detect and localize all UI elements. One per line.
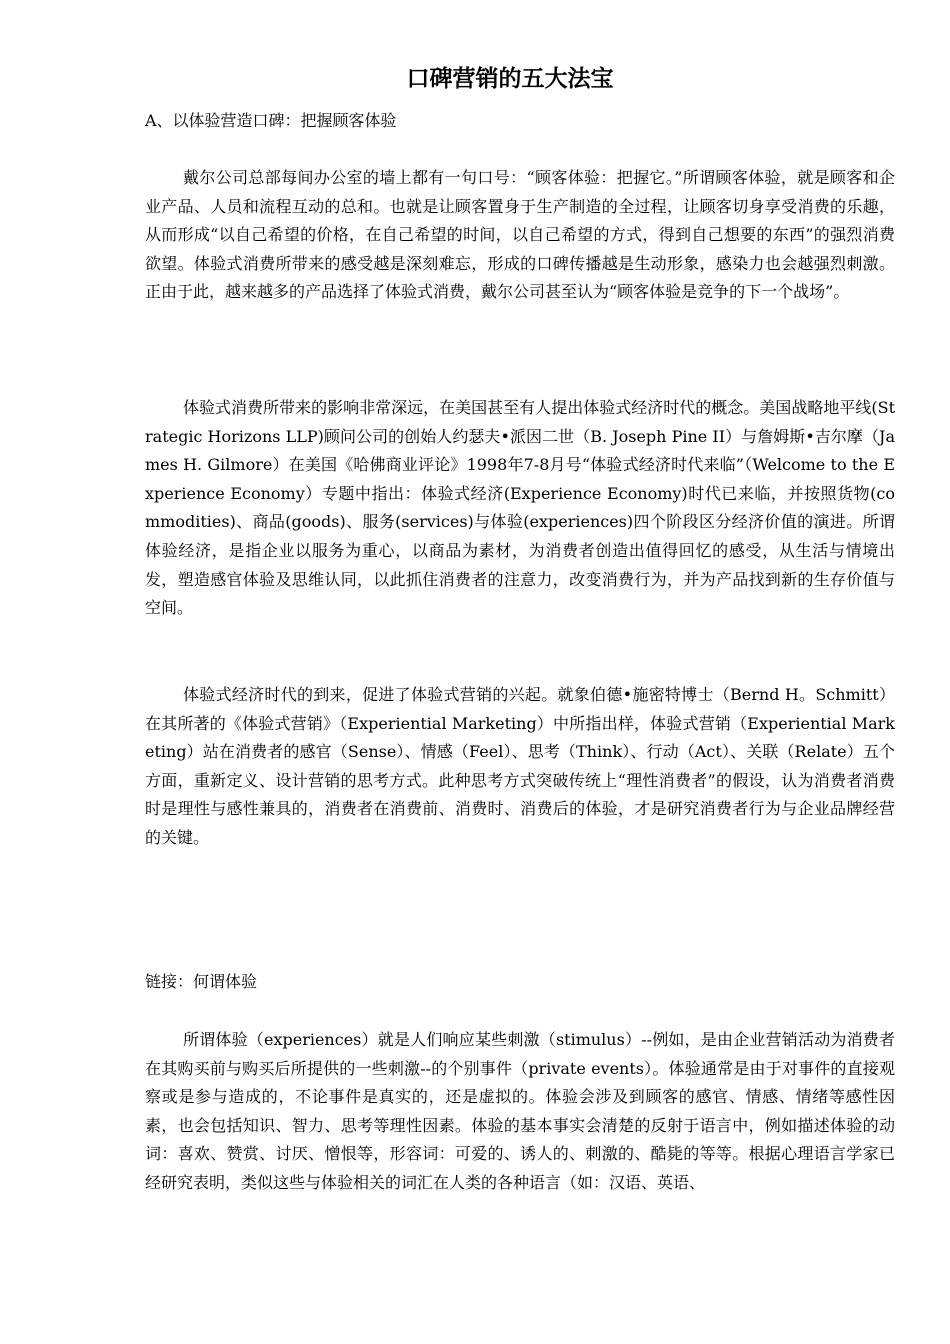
document-title: 口碑营销的五大法宝 xyxy=(406,66,614,92)
paragraph-4: 所谓体验（experiences）就是人们响应某些刺激（stimulus）--例如，是由企业营销活动为消费者在其购买前与购买后所提供的一些刺激--的个别事件（private events）。体验通常是由于对事件的直接观察或是参与造成的，不论事件是真实的，还是虚拟的。体验会涉及到顾客的感官、情感、情绪等感性因素，也会包括知识、智力、思考等理性因素。体验的基本事实会清楚的反射于语言中，例如描述体验的动词：喜欢、赞赏、讨厌、憎恨等，形容词：可爱的、诱人的、刺激的、酷毙的等等。根据心理语言学家已经研究表明，类似这些与体验相关的词汇在人类的各种语言（如：汉语、英语、 xyxy=(145,1030,895,1192)
section-a-heading: A、以体验营造口碑：把握顾客体验 xyxy=(145,111,397,130)
paragraph-3: 体验式经济时代的到来，促进了体验式营销的兴起。就象伯德•施密特博士（Bernd H。Schmitt）在其所著的《体验式营销》（Experiential Marketing）中所指出样，体验式营销（Experiential Marketing）站在消费者的感官（Sense）、情感（Feel）、思考（Think）、行动（Act）、关联（Relate）五个方面，重新定义、设计营销的思考方式。此种思考方式突破传统上“理性消费者”的假设，认为消费者消费时是理性与感性兼具的，消费者在消费前、消费时、消费后的体验，才是研究消费者行为与企业品牌经营的关键。 xyxy=(145,685,895,847)
link-heading: 链接：何谓体验 xyxy=(145,972,258,991)
paragraph-1: 戴尔公司总部每间办公室的墙上都有一句口号：“顾客体验：把握它。”所谓顾客体验，就是顾客和企业产品、人员和流程互动的总和。也就是让顾客置身于生产制造的全过程，让顾客切身享受消费的乐趣，从而形成“以自己希望的价格，在自己希望的时间，以自己希望的方式，得到自己想要的东西”的强烈消费欲望。体验式消费所带来的感受越是深刻难忘，形成的口碑传播越是生动形象，感染力也会越强烈刺激。正由于此，越来越多的产品选择了体验式消费，戴尔公司甚至认为“顾客体验是竞争的下一个战场”。 xyxy=(145,168,895,302)
paragraph-2: 体验式消费所带来的影响非常深远，在美国甚至有人提出体验式经济时代的概念。美国战略地平线(Strategic Horizons LLP)顾问公司的创始人约瑟夫•派因二世（B. Joseph Pine II）与詹姆斯•吉尔摩（James H. Gilmore）在美国《哈佛商业评论》1998年7-8月号“体验式经济时代来临”（Welcome to the Experience Economy）专题中指出：体验式经济(Experience Economy)时代已来临，并按照货物(commodities)、商品(goods)、服务(services)与体验(experiences)四个阶段区分经济价值的演进。所谓体验经济，是指企业以服务为重心，以商品为素材，为消费者创造出值得回忆的感受，从生活与情境出发，塑造感官体验及思维认同，以此抓住消费者的注意力，改变消费行为，并为产品找到新的生存价值与空间。 xyxy=(145,398,895,618)
